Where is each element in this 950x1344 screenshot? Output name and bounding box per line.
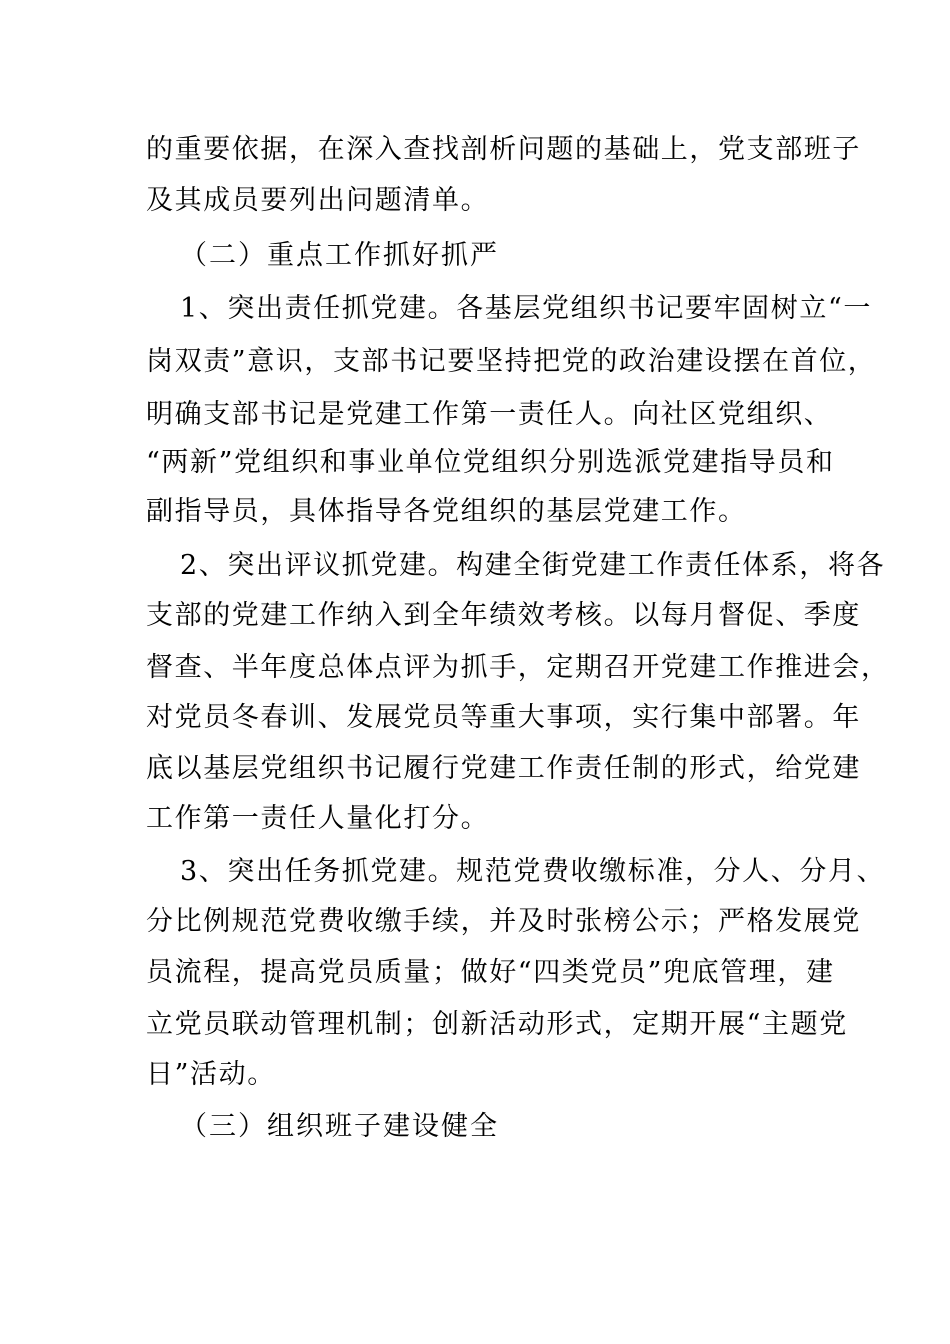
text-line: 1、突出责任抓党建。各基层党组织书记要牢固树立“一 bbox=[180, 293, 872, 324]
text-line: 对党员冬春训、发展党员等重大事项，实行集中部署。年 bbox=[146, 702, 861, 733]
text-line: 支部的党建工作纳入到全年绩效考核。以每月督促、季度 bbox=[146, 600, 861, 631]
section-heading: （二）重点工作抓好抓严 bbox=[180, 240, 499, 271]
text-line: 底以基层党组织书记履行党建工作责任制的形式，给党建 bbox=[146, 753, 861, 784]
text-line: 明确支部书记是党建工作第一责任人。向社区党组织、 bbox=[146, 399, 833, 430]
text-line: 日”活动。 bbox=[146, 1059, 276, 1090]
text-line: “两新”党组织和事业单位党组织分别选派党建指导员和 bbox=[146, 447, 835, 478]
section-heading: （三）组织班子建设健全 bbox=[180, 1111, 499, 1142]
text-line: 岗双责”意识，支部书记要坚持把党的政治建设摆在首位， bbox=[146, 346, 877, 377]
text-line: 3、突出任务抓党建。规范党费收缴标准，分人、分月、 bbox=[180, 856, 886, 887]
text-line: 及其成员要列出问题清单。 bbox=[146, 185, 490, 216]
text-line: 分比例规范党费收缴手续，并及时张榜公示；严格发展党 bbox=[146, 906, 861, 937]
text-line: 2、突出评议抓党建。构建全街党建工作责任体系，将各 bbox=[180, 550, 886, 581]
text-line: 员流程，提高党员质量；做好“四类党员”兜底管理，建 bbox=[146, 957, 835, 988]
text-line: 立党员联动管理机制；创新活动形式，定期开展“主题党 bbox=[146, 1009, 848, 1040]
text-line: 督查、半年度总体点评为抓手，定期召开党建工作推进会， bbox=[146, 652, 890, 683]
text-line: 工作第一责任人量化打分。 bbox=[146, 803, 490, 834]
text-line: 的重要依据，在深入查找剖析问题的基础上，党支部班子 bbox=[146, 134, 861, 165]
text-line: 副指导员，具体指导各党组织的基层党建工作。 bbox=[146, 496, 747, 527]
